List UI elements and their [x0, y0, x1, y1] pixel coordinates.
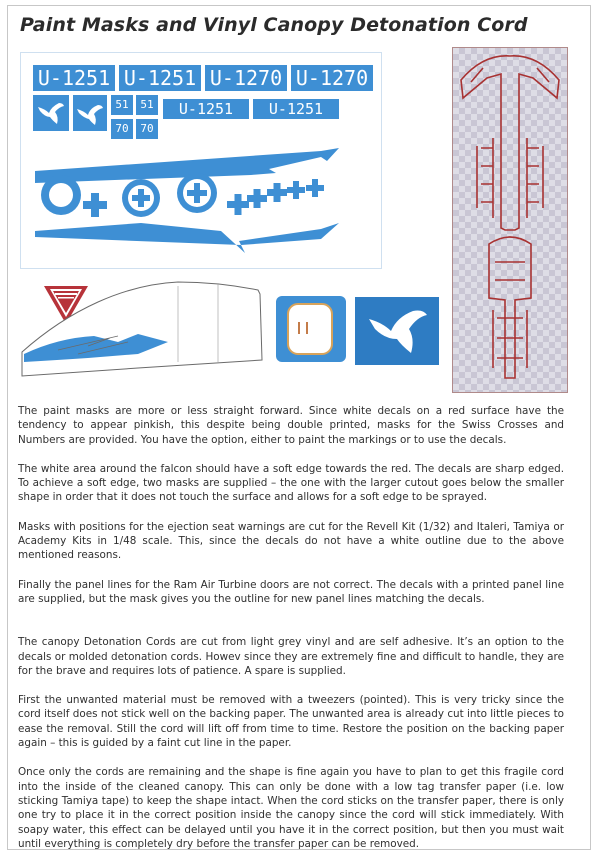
- ejection-seat-warning-mask: [276, 296, 346, 362]
- code-mask-1: U-1251: [33, 65, 115, 91]
- code-mask-small-2: U-1251: [253, 99, 339, 119]
- ram-air-panel-mask-lower: [35, 223, 339, 253]
- detonation-cord-outline: [453, 48, 567, 392]
- swiss-cross-icon: [267, 183, 287, 202]
- number-mask-51b: 51: [136, 95, 158, 115]
- paragraph-falcon-edge: The white area around the falcon should have a soft edge towards the red. The decals are sharp edged. To achieve a soft edge, two masks are supplied – the one with the larger cutout goes below the smaller shape in order that it does not touch the surface and allows for a soft edge to be sprayed.: [18, 462, 564, 504]
- paragraph-transfer: Once only the cords are remaining and the shape is fine again you have to plan to get this fragile cord into the inside of the cleaned canopy. This can only be done with a low tag transfer paper (i.e. low sticking Tamiya tape) to keep the shape intact. When the cord sticks on the transfer paper, there is only one try to place it in the correct position inside the canopy since the cord will stick immediately. With soapy water, this effect can be delayed until you have it in the correct position, but then you must wait until everything is completely dry before the transfer paper can be removed.: [18, 766, 564, 850]
- code-mask-small-1: U-1251: [163, 99, 249, 119]
- number-mask-70a: 70: [111, 119, 133, 139]
- canopy-mask: [18, 280, 268, 380]
- number-mask-70b: 70: [136, 119, 158, 139]
- mask-shapes: [21, 53, 381, 268]
- paragraph-removal: First the unwanted material must be removed with a tweezers (pointed). This is very tricky since the cord itself does not stick well on the backing paper. The unwanted area is already cut into little pieces to ease the removal. Still the cord will lift off from time to time. Restore the position on the backing paper again – this is guided by a faint cut line in the paper.: [18, 694, 564, 750]
- paragraph-ejection-seat: Masks with positions for the ejection seat warnings are cut for the Revell Kit (1/32) and Italeri, Tamiya or Academy Kits in 1/48 scale. This, since the decals do not have a white outline due to the above mentioned reasons.: [18, 520, 564, 562]
- page-title: Paint Masks and Vinyl Canopy Detonation Cord: [20, 14, 528, 36]
- paragraph-detonation-cords: The canopy Detonation Cords are cut from light grey vinyl and are self adhesive. It’s an option to the decals or molded detonation cords. Howev since they are extremely fine and difficult to handle, they are for the brave and requires lots of patience. A spare is supplied.: [18, 636, 564, 677]
- detonation-cord-sheet: [452, 47, 568, 393]
- code-mask-3: U-1270: [205, 65, 287, 91]
- paragraph-paint-masks: The paint masks are more or less straight forward. Since white decals on a red surface have the tendency to appear pinkish, this despite being double printed, masks for the Swiss Crosses and Numbers are provided. You have the option, either to paint the markings or to use the decals.: [18, 405, 564, 446]
- falcon-icon: [355, 297, 439, 365]
- swiss-cross-icon: [287, 181, 305, 199]
- swiss-cross-icon: [306, 179, 324, 197]
- roundel-icon: [41, 175, 81, 215]
- body-text: [18, 404, 564, 866]
- code-mask-4: U-1270: [291, 65, 373, 91]
- swiss-cross-icon: [227, 194, 249, 215]
- roundel-icon: [122, 179, 160, 217]
- paint-mask-sheet: [20, 52, 382, 269]
- paragraph-panel-lines: Finally the panel lines for the Ram Air Turbine doors are not correct. The decals with a printed panel line are supplied, but the mask gives you the outline for new panel lines matching the decals.: [18, 578, 564, 605]
- code-mask-2: U-1251: [119, 65, 201, 91]
- swiss-cross-icon: [247, 189, 267, 208]
- roundel-icon: [177, 173, 217, 213]
- falcon-soft-edge-mask: [355, 297, 439, 365]
- number-mask-51a: 51: [111, 95, 133, 115]
- swiss-cross-icon: [83, 193, 107, 217]
